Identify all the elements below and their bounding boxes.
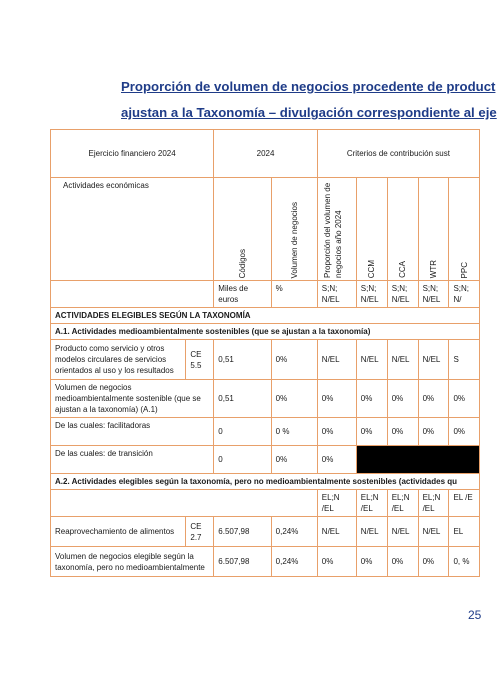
a1-proportion: 0%	[271, 340, 317, 380]
a1-total-turnover: 0,51	[214, 380, 271, 418]
a1-total-ppc: 0%	[418, 380, 449, 418]
enabling-proportion: 0 %	[271, 418, 317, 446]
document-title-line-1: Proporción de volumen de negocios procedente de product	[121, 79, 496, 94]
taxonomy-table	[50, 129, 480, 577]
ppc-unit: S;N; N/EL	[418, 281, 449, 308]
a2-total-ccm: 0%	[317, 547, 356, 577]
wtr-unit: S;N; N/EL	[387, 281, 418, 308]
turnover-unit: Miles de euros	[214, 281, 271, 308]
a1-total-wtr: 0%	[387, 380, 418, 418]
criteria-header: Criterios de contribución sust	[317, 130, 479, 178]
a2-activity: Reaprovechamiento de alimentos	[51, 517, 186, 547]
a1-activity: Producto como servicio y otros modelos circulares de servicios orientados al uso y los resultados	[51, 340, 186, 380]
a1-total-proportion: 0%	[271, 380, 317, 418]
ppc-header: PPC	[459, 261, 469, 278]
section-eligible: ACTIVIDADES ELEGIBLES SEGÚN LA TAXONOMÍA	[51, 308, 480, 324]
a1-ppc: N/EL	[418, 340, 449, 380]
enabling-cca: 0%	[356, 418, 387, 446]
enabling-ppc: 0%	[418, 418, 449, 446]
section-a2: A.2. Actividades elegibles según la taxonomía, pero no medioambientalmente sostenibles (actividades qu	[51, 474, 480, 490]
a2-proportion: 0,24%	[271, 517, 317, 547]
a2-turnover: 6.507,98	[214, 517, 271, 547]
transitional-turnover: 0	[214, 446, 271, 474]
codes-header: Códigos	[237, 248, 247, 278]
a1-ce: S	[449, 340, 480, 380]
document-title-line-2: ajustan a la Taxonomía – divulgación correspondiente al eje	[121, 105, 497, 120]
a2-total-cca: 0%	[356, 547, 387, 577]
ccm-unit: S;N; N/EL	[317, 281, 356, 308]
a1-wtr: N/EL	[387, 340, 418, 380]
proportion-header: Proporción del volumen de negocios año 2024	[322, 182, 343, 278]
fiscal-year-label: Ejercicio financiero 2024	[51, 130, 214, 178]
a1-turnover: 0,51	[214, 340, 271, 380]
section-a1: A.1. Actividades medioambientalmente sostenibles (que se ajustan a la taxonomía)	[51, 324, 480, 340]
cca-unit: S;N; N/EL	[356, 281, 387, 308]
activities-header: Actividades económicas	[51, 178, 214, 281]
a2-ce: EL	[449, 517, 480, 547]
a2-wtr-unit: EL;N /EL	[387, 490, 418, 517]
a1-total-label: Volumen de negocios medioambientalmente sostenible (que se ajustan a la taxonomía) (A.1)	[51, 380, 214, 418]
turnover-header: Volumen de negocios	[289, 201, 299, 278]
a1-ccm: N/EL	[317, 340, 356, 380]
proportion-unit: %	[271, 281, 317, 308]
transitional-label: De las cuales: de transición	[51, 446, 214, 474]
a2-ppc: N/EL	[418, 517, 449, 547]
cca-header: CCA	[398, 261, 408, 278]
a2-total-ce: 0, %	[449, 547, 480, 577]
a2-total-turnover: 6.507,98	[214, 547, 271, 577]
a1-code: CE 5.5	[186, 340, 214, 380]
fiscal-year-value: 2024	[214, 130, 318, 178]
a1-total-ccm: 0%	[317, 380, 356, 418]
a2-ccm-unit: EL;N /EL	[317, 490, 356, 517]
a2-total-label: Volumen de negocios elegible según la taxonomía, pero no medioambientalmente	[51, 547, 214, 577]
ccm-header: CCM	[367, 259, 377, 278]
page-number: 25	[468, 608, 482, 622]
transitional-ccm: 0%	[317, 446, 356, 474]
redacted-block	[356, 446, 479, 474]
enabling-ccm: 0%	[317, 418, 356, 446]
a1-total-ce: 0%	[449, 380, 480, 418]
a2-cca-unit: EL;N /EL	[356, 490, 387, 517]
a2-ccm: N/EL	[317, 517, 356, 547]
wtr-header: WTR	[429, 259, 439, 278]
enabling-wtr: 0%	[387, 418, 418, 446]
a2-total-wtr: 0%	[387, 547, 418, 577]
a2-total-proportion: 0,24%	[271, 547, 317, 577]
a2-cca: N/EL	[356, 517, 387, 547]
enabling-ce: 0%	[449, 418, 480, 446]
a1-cca: N/EL	[356, 340, 387, 380]
a2-total-ppc: 0%	[418, 547, 449, 577]
a2-wtr: N/EL	[387, 517, 418, 547]
a1-total-cca: 0%	[356, 380, 387, 418]
ce-unit: S;N; N/	[449, 281, 480, 308]
enabling-label: De las cuales: facilitadoras	[51, 418, 214, 446]
a2-ce-unit: EL /E	[449, 490, 480, 517]
a2-ppc-unit: EL;N /EL	[418, 490, 449, 517]
transitional-proportion: 0%	[271, 446, 317, 474]
a2-code: CE 2.7	[186, 517, 214, 547]
enabling-turnover: 0	[214, 418, 271, 446]
